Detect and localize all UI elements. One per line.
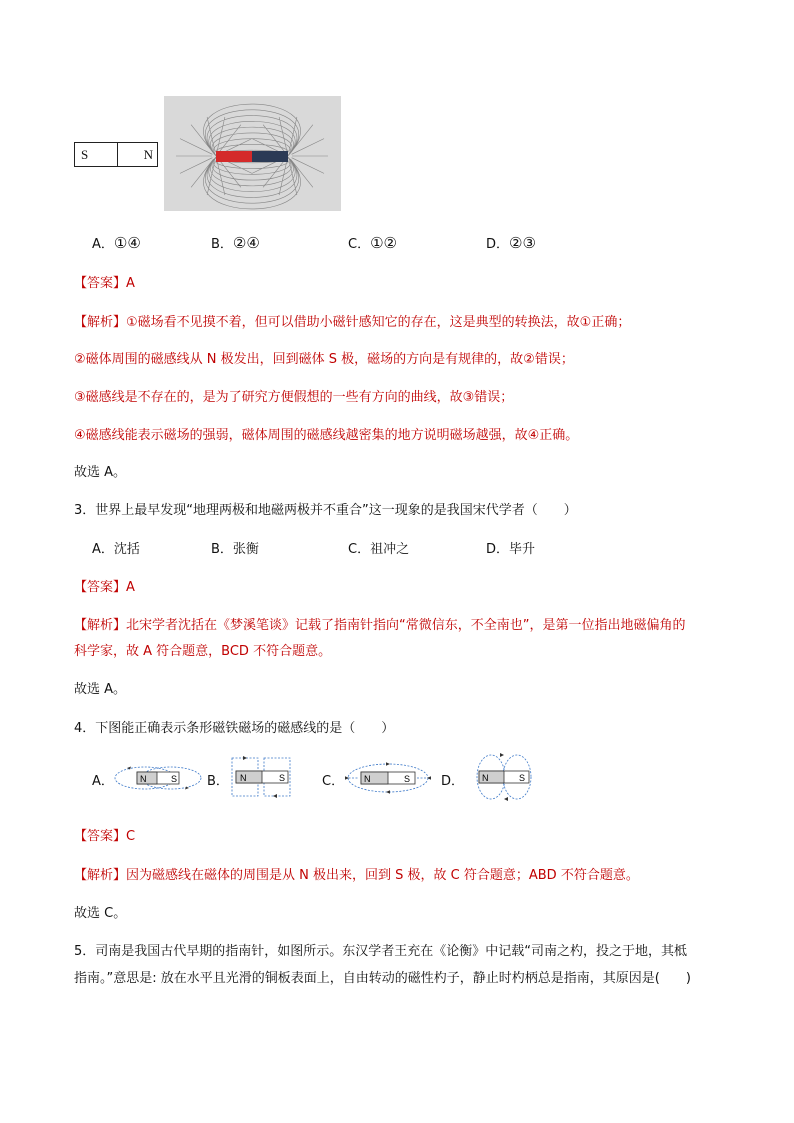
q2-option-c: C．①② bbox=[348, 234, 397, 252]
q2-answer: 【答案】A bbox=[74, 276, 135, 291]
q4-figure-c bbox=[343, 760, 433, 796]
q4-b-s-label: S bbox=[279, 773, 286, 783]
magnet-n-label: N bbox=[143, 147, 153, 162]
q2-option-d: D．②③ bbox=[486, 234, 536, 252]
iron-filings-photo bbox=[164, 96, 341, 211]
magnet-box-divider bbox=[117, 143, 118, 166]
q3-option-a: A．沈括 bbox=[92, 542, 140, 557]
q3-option-d: D．毕升 bbox=[486, 542, 536, 557]
q4-b-n-label: N bbox=[240, 773, 247, 783]
q4-option-b-label: B． bbox=[207, 774, 229, 789]
q3-answer: 【答案】A bbox=[74, 580, 135, 595]
q4-d-s-label: S bbox=[519, 773, 526, 783]
q2-option-b: B．②④ bbox=[211, 234, 260, 252]
q4-option-d-label: D． bbox=[441, 774, 465, 789]
q4-option-c-label: C． bbox=[322, 774, 345, 789]
q4-figure-d bbox=[461, 752, 547, 802]
q3-conclusion: 故选 A。 bbox=[74, 682, 127, 697]
q5-stem-line-2: 指南。”意思是: 放在水平且光滑的铜板表面上，自由转动的磁性杓子，静止时杓柄总是指南，其原因是( ) bbox=[74, 971, 691, 986]
q2-analysis-line-2: ②磁体周围的磁感线从 N 极发出，回到磁体 S 极，磁场的方向是有规律的，故②错误； bbox=[74, 352, 574, 367]
q4-figure-b bbox=[226, 754, 296, 800]
q4-option-a-label: A． bbox=[92, 774, 114, 789]
q3-stem: 3．世界上最早发现“地理两极和地磁两极并不重合”这一现象的是我国宋代学者（ ） bbox=[74, 503, 577, 518]
q3-option-c: C．祖冲之 bbox=[348, 542, 410, 557]
q3-analysis-line-1: 【解析】北宋学者沈括在《梦溪笔谈》记载了指南针指向“常微信东，不全南也”，是第一位指出地磁偏角的 bbox=[74, 618, 686, 633]
q4-figure-a bbox=[113, 760, 203, 796]
q5-stem-line-1: 5．司南是我国古代早期的指南针，如图所示。东汉学者王充在《论衡》中记载“司南之杓，投之于地，其柢 bbox=[74, 944, 688, 959]
q3-analysis-line-2: 科学家，故 A 符合题意，BCD 不符合题意。 bbox=[74, 644, 332, 659]
q4-a-s-label: S bbox=[171, 774, 178, 784]
q2-option-a: A．①④ bbox=[92, 234, 141, 252]
q4-answer: 【答案】C bbox=[74, 829, 136, 844]
q4-c-n-label: N bbox=[364, 774, 371, 784]
q2-conclusion: 故选 A。 bbox=[74, 465, 127, 480]
magnet-box-diagram bbox=[74, 142, 158, 167]
q2-analysis-line-1: 【解析】①磁场看不见摸不着，但可以借助小磁针感知它的存在，这是典型的转换法，故①正确； bbox=[74, 315, 631, 330]
q4-c-s-label: S bbox=[404, 774, 411, 784]
q3-option-b: B．张衡 bbox=[211, 542, 259, 557]
q4-conclusion: 故选 C。 bbox=[74, 906, 127, 921]
q4-d-n-label: N bbox=[482, 773, 489, 783]
magnet-s-label: S bbox=[81, 147, 89, 162]
q4-a-n-label: N bbox=[140, 774, 147, 784]
q4-stem: 4．下图能正确表示条形磁铁磁场的磁感线的是（ ） bbox=[74, 721, 395, 736]
q4-analysis-line-1: 【解析】因为磁感线在磁体的周围是从 N 极出来，回到 S 极，故 C 符合题意；ABD 不符合题意。 bbox=[74, 868, 639, 883]
q2-analysis-line-4: ④磁感线能表示磁场的强弱，磁体周围的磁感线越密集的地方说明磁场越强，故④正确。 bbox=[74, 428, 579, 443]
q2-analysis-line-3: ③磁感线是不存在的，是为了研究方便假想的一些有方向的曲线，故③错误； bbox=[74, 390, 514, 405]
